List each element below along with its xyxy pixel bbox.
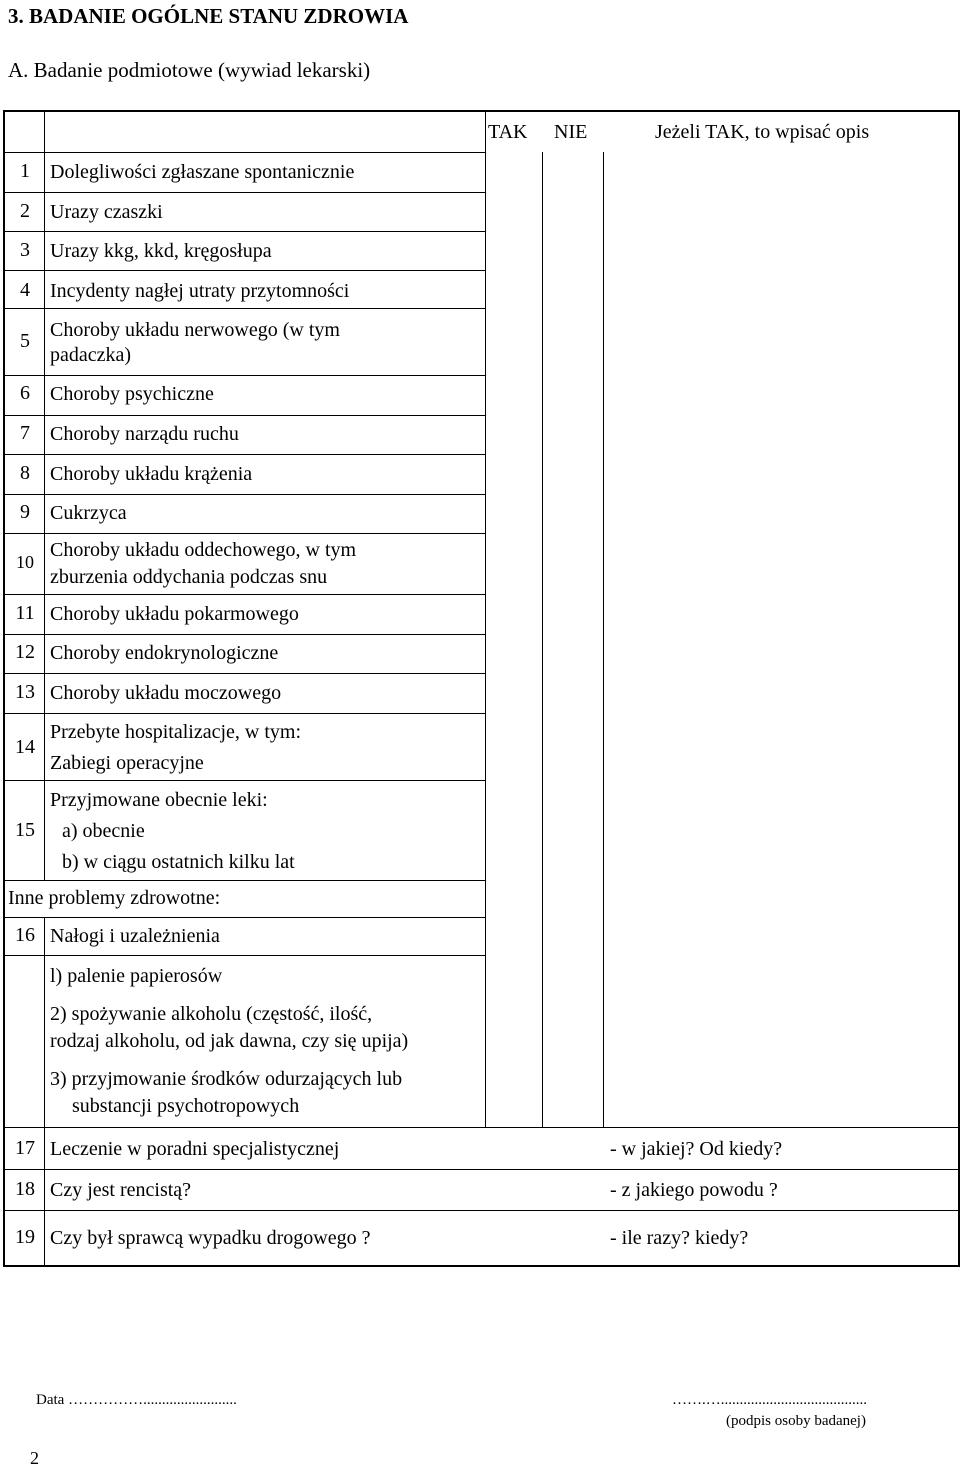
header-opis: Jeżeli TAK, to wpisać opis xyxy=(655,121,870,143)
row-1-number: 1 xyxy=(20,160,30,182)
row-7-label: Choroby narządu ruchu xyxy=(50,423,239,445)
row-13-label: Choroby układu moczowego xyxy=(50,682,282,704)
row-16-sub-2-line-1: 2) spożywanie alkoholu (częstość, ilość, xyxy=(50,1003,373,1025)
row-18-number: 18 xyxy=(15,1178,35,1200)
row-14-number: 14 xyxy=(15,736,35,758)
row-16-label: Nałogi i uzależnienia xyxy=(50,925,220,947)
row-17-number: 17 xyxy=(15,1137,35,1159)
row-18-note: - z jakiego powodu ? xyxy=(610,1179,778,1201)
row-11-number: 11 xyxy=(15,602,35,624)
row-3-number: 3 xyxy=(20,239,30,261)
row-16-number: 16 xyxy=(15,924,35,946)
row-12-label: Choroby endokrynologiczne xyxy=(50,642,279,664)
signature-caption: (podpis osoby badanej) xyxy=(726,1413,866,1429)
row-17-note: - w jakiej? Od kiedy? xyxy=(610,1138,783,1160)
row-8-number: 8 xyxy=(20,462,30,484)
row-19-label: Czy był sprawcą wypadku drogowego ? xyxy=(50,1227,371,1249)
row-5-number: 5 xyxy=(20,330,30,352)
row-7-number: 7 xyxy=(20,422,30,444)
row-9-label: Cukrzyca xyxy=(50,502,127,524)
row-16-sub-3-line-2: substancji psychotropowych xyxy=(72,1095,300,1117)
row-10-label-line-2: zburzenia oddychania podczas snu xyxy=(50,566,328,588)
other-problems-label: Inne problemy zdrowotne: xyxy=(8,887,221,909)
row-16-sub-2-line-2: rodzaj alkoholu, od jak dawna, czy się upija) xyxy=(50,1030,409,1052)
row-16-sub-3-line-1: 3) przyjmowanie środków odurzających lub xyxy=(50,1068,403,1090)
row-13-number: 13 xyxy=(15,681,35,703)
subsection-title: A. Badanie podmiotowe (wywiad lekarski) xyxy=(8,58,371,82)
row-1-label: Dolegliwości zgłaszane spontanicznie xyxy=(50,161,355,183)
date-field: Data ……………......................... xyxy=(36,1392,237,1408)
page-number: 2 xyxy=(30,1448,39,1468)
row-12-number: 12 xyxy=(15,641,35,663)
row-5-label-line-1: Choroby układu nerwowego (w tym xyxy=(50,319,340,341)
row-15-number: 15 xyxy=(15,819,35,841)
row-2-number: 2 xyxy=(20,200,30,222)
section-title: 3. BADANIE OGÓLNE STANU ZDROWIA xyxy=(8,4,409,28)
header-tak: TAK xyxy=(488,121,528,143)
row-10-label-line-1: Choroby układu oddechowego, w tym xyxy=(50,539,357,561)
row-2-label: Urazy czaszki xyxy=(50,201,163,223)
header-nie: NIE xyxy=(554,121,588,143)
row-4-number: 4 xyxy=(20,279,30,301)
row-4-label: Incydenty nagłej utraty przytomności xyxy=(50,280,350,302)
row-5-label-line-2: padaczka) xyxy=(50,344,132,366)
signature-line: …….…....................................... xyxy=(672,1392,867,1408)
row-19-note: - ile razy? kiedy? xyxy=(610,1227,749,1249)
row-10-number: 10 xyxy=(16,552,34,572)
row-15-label-line-2: a) obecnie xyxy=(62,820,145,842)
row-14-label-line-1: Przebyte hospitalizacje, w tym: xyxy=(50,721,302,743)
row-3-label: Urazy kkg, kkd, kręgosłupa xyxy=(50,240,272,262)
row-6-label: Choroby psychiczne xyxy=(50,383,214,405)
row-16-sub-1: l) palenie papierosów xyxy=(50,965,223,987)
row-6-number: 6 xyxy=(20,382,30,404)
row-14-label-line-2: Zabiegi operacyjne xyxy=(50,752,204,774)
row-8-label: Choroby układu krążenia xyxy=(50,463,253,485)
row-17-label: Leczenie w poradni specjalistycznej xyxy=(50,1138,340,1160)
row-19-number: 19 xyxy=(15,1226,35,1248)
row-15-label-line-1: Przyjmowane obecnie leki: xyxy=(50,789,268,811)
row-18-label: Czy jest rencistą? xyxy=(50,1179,192,1201)
row-11-label: Choroby układu pokarmowego xyxy=(50,603,299,625)
row-15-label-line-3: b) w ciągu ostatnich kilku lat xyxy=(62,851,295,873)
row-9-number: 9 xyxy=(20,501,30,523)
